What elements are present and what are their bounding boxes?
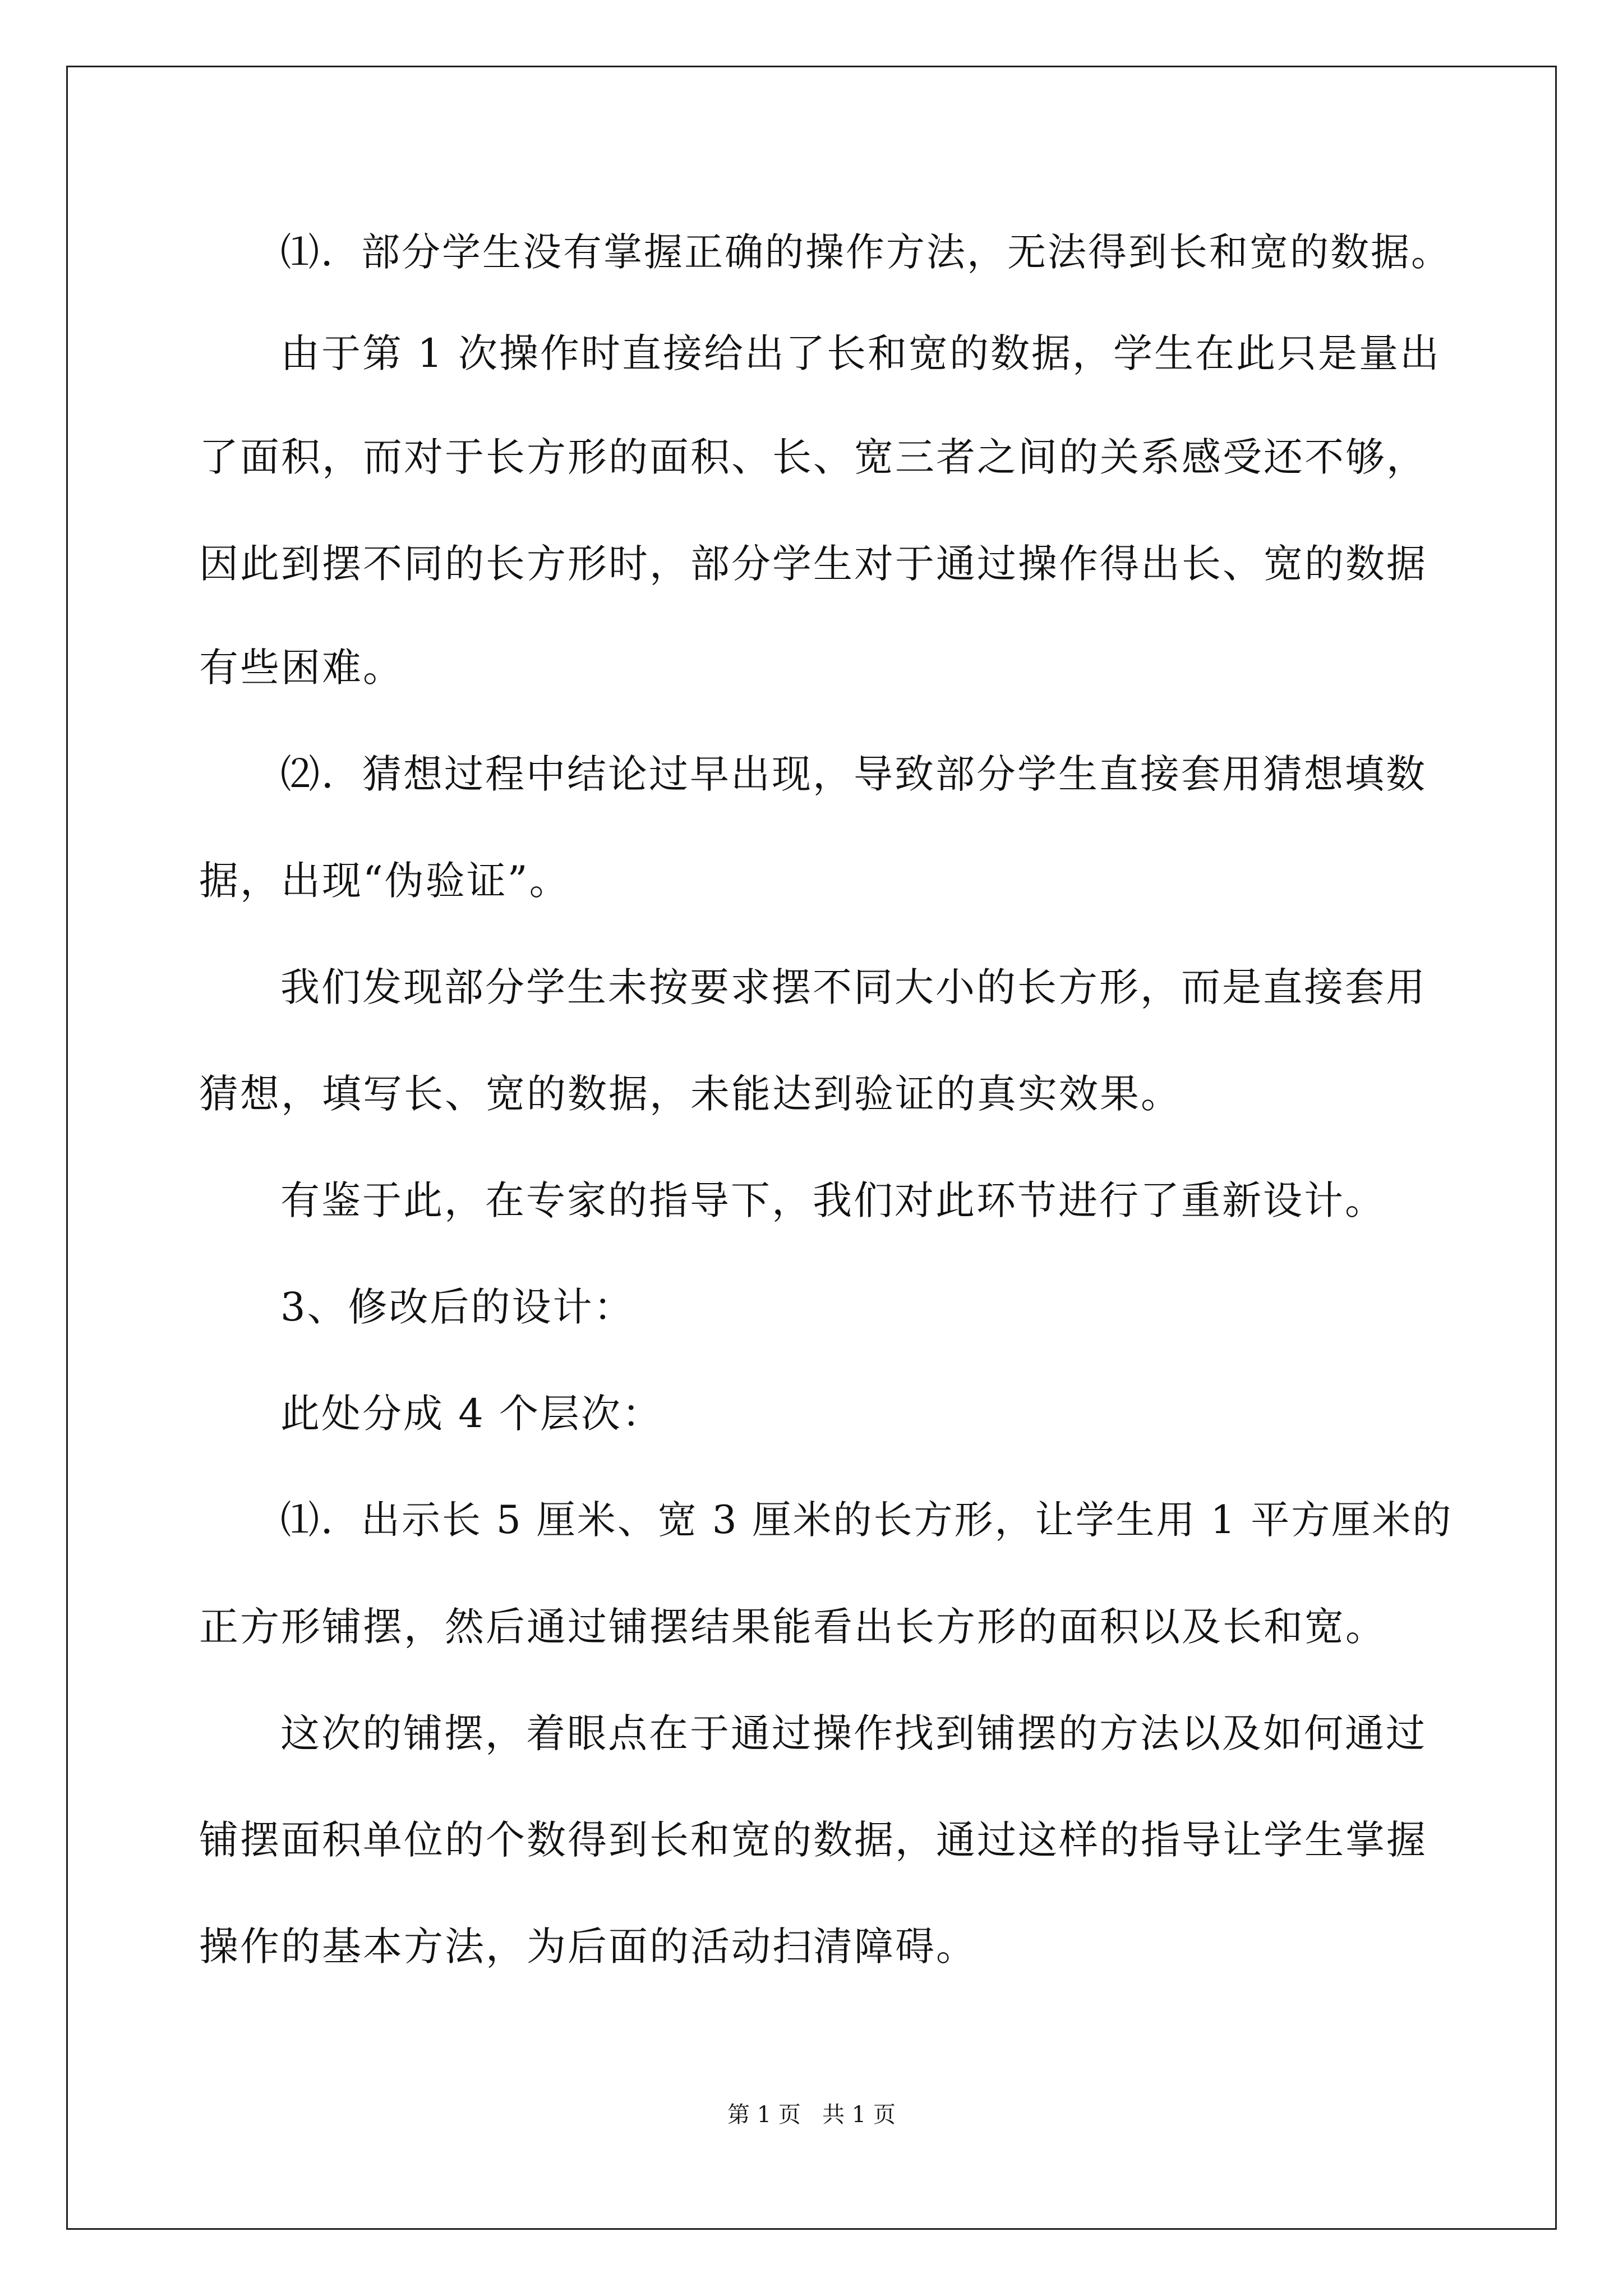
paragraph-line: 因此到摆不同的长方形时，部分学生对于通过操作得出长、宽的数据 [199, 541, 1427, 587]
paragraph-line: 据，出现“伪验证”。 [199, 858, 570, 904]
paragraph-line: 有鉴于此，在专家的指导下，我们对此环节进行了重新设计。 [280, 1177, 1386, 1223]
paragraph-line: 了面积，而对于长方形的面积、长、宽三者之间的关系感受还不够， [199, 434, 1427, 480]
paragraph-line: 操作的基本方法，为后面的活动扫清障碍。 [199, 1924, 977, 1970]
paragraph-line: 铺摆面积单位的个数得到长和宽的数据，通过这样的指导让学生掌握 [199, 1817, 1427, 1863]
paragraph-line: ⑴．出示长 5 厘米、宽 3 厘米的长方形，让学生用 1 平方厘米的 [280, 1498, 1453, 1543]
paragraph-line: ⑴．部分学生没有掌握正确的操作方法，无法得到长和宽的数据。 [280, 230, 1451, 275]
paragraph-line: 这次的铺摆，着眼点在于通过操作找到铺摆的方法以及如何通过 [280, 1710, 1427, 1756]
section-heading: 3、修改后的设计： [280, 1284, 635, 1330]
page-number-footer: 第 1 页 共 1 页 [727, 2102, 896, 2128]
paragraph-line: 有些困难。 [199, 645, 404, 691]
paragraph-line: 由于第 1 次操作时直接给出了长和宽的数据，学生在此只是量出 [280, 330, 1441, 376]
paragraph-line: 我们发现部分学生未按要求摆不同大小的长方形，而是直接套用 [280, 964, 1427, 1010]
paragraph-line: 此处分成 4 个层次： [280, 1391, 663, 1437]
page-border [66, 66, 1557, 2230]
paragraph-line: ⑵．猜想过程中结论过早出现，导致部分学生直接套用猜想填数 [280, 751, 1427, 797]
paragraph-line: 猜想，填写长、宽的数据，未能达到验证的真实效果。 [199, 1071, 1182, 1117]
paragraph-line: 正方形铺摆，然后通过铺摆结果能看出长方形的面积以及长和宽。 [199, 1604, 1386, 1650]
